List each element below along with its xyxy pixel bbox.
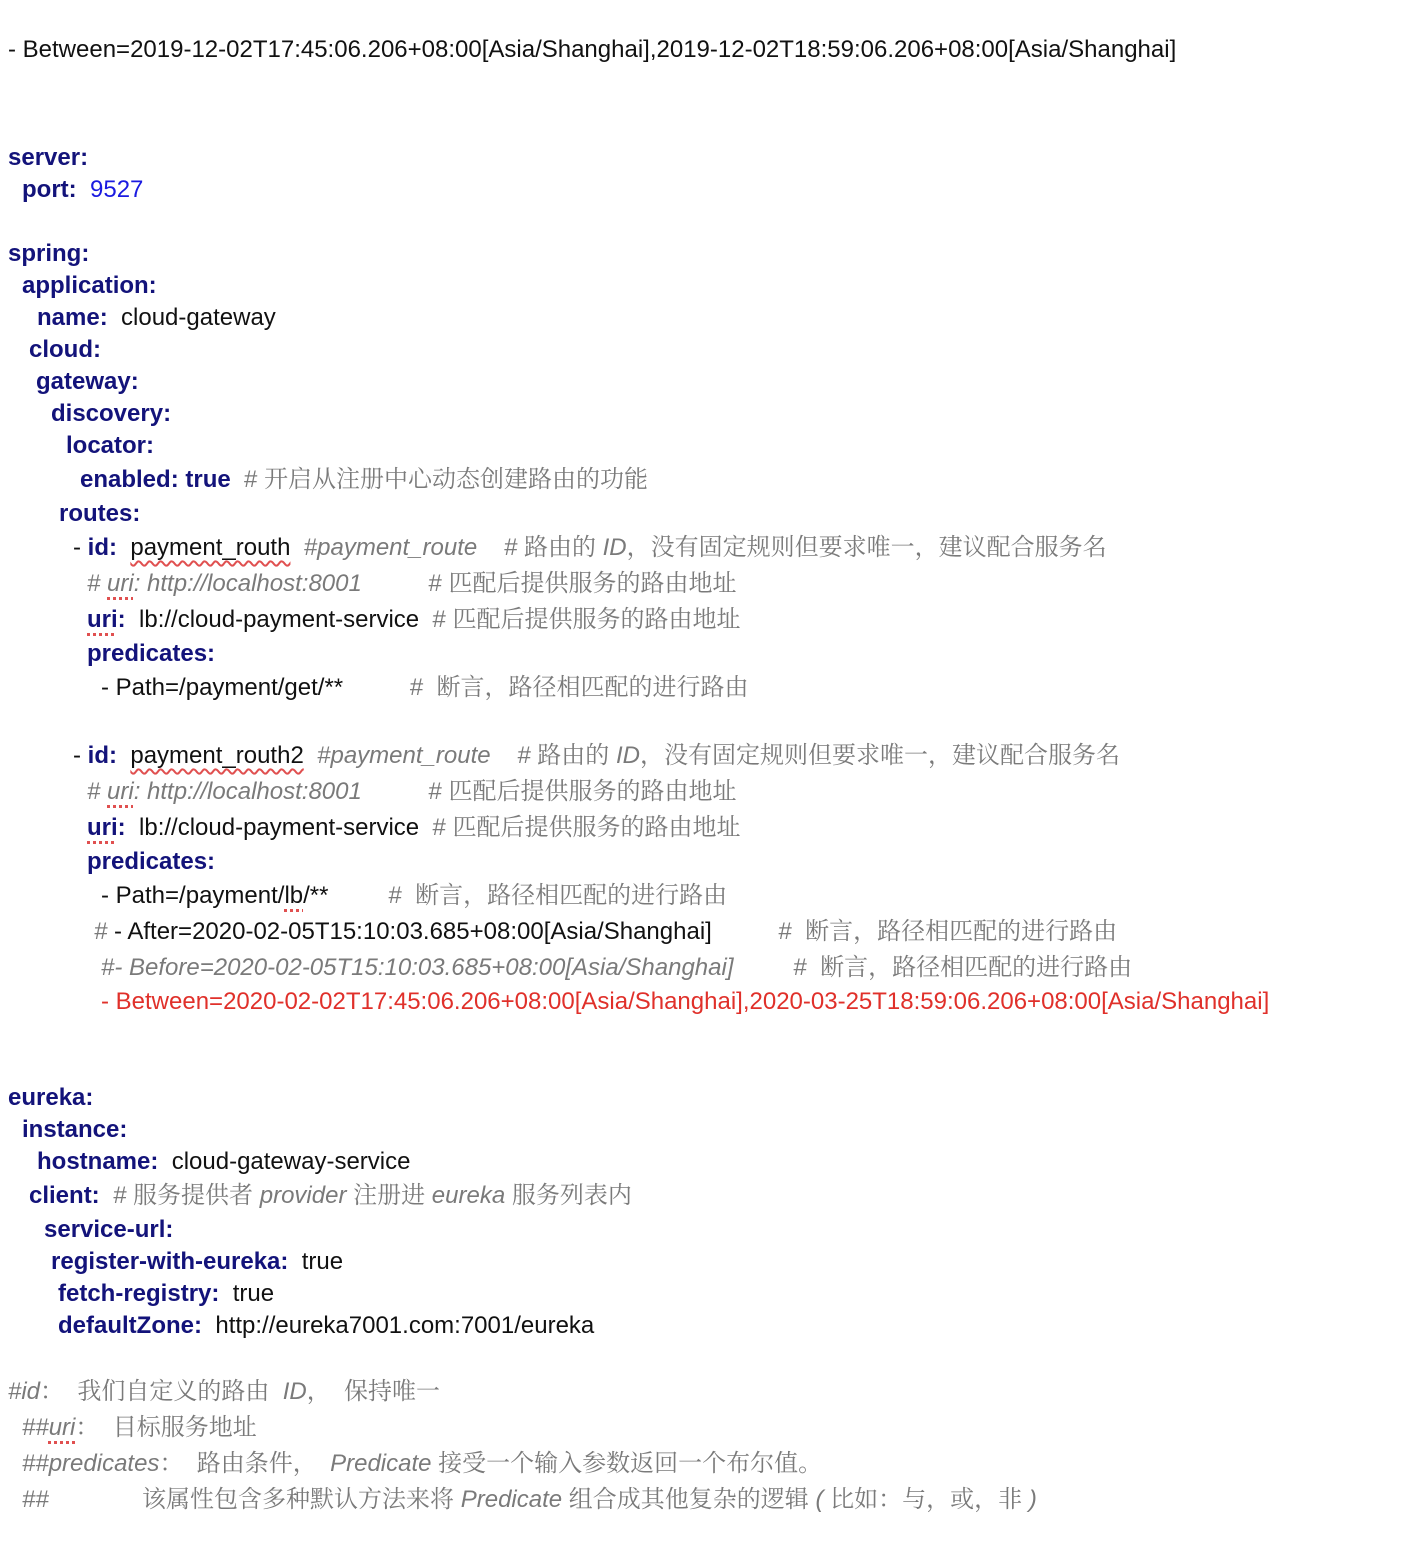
route-1-uri-colon: : <box>117 606 126 633</box>
route-2-id-comment-italic: #payment_route <box>317 742 491 769</box>
client-comment-eureka: eureka <box>431 1182 506 1209</box>
route-2-uri-comment-uri: uri <box>107 778 134 805</box>
enabled-key: enabled: <box>80 466 179 493</box>
note-4-rest: 该属性包含多种默认方法来将 <box>48 1486 461 1513</box>
client-comment-provider: provider <box>259 1182 347 1209</box>
routes-key: routes: <box>59 500 141 527</box>
port-value: 9527 <box>90 176 144 203</box>
note-2-hash: ## <box>22 1414 49 1441</box>
note-1-rest: ： 我们自定义的路由 <box>40 1378 283 1405</box>
client-key: client: <box>29 1182 100 1209</box>
route-1-id-comment-text: 路由的 <box>517 534 603 561</box>
enabled-comment: # 开启从注册中心动态创建路由的功能 <box>244 466 649 493</box>
route-2-id-value: payment_routh2 <box>130 742 304 769</box>
note-3-tail: 接受一个输入参数返回一个布尔值。 <box>431 1450 823 1477</box>
gateway-key: gateway: <box>36 368 139 395</box>
route-1-id-comment-rest: ，没有固定规则但要求唯一，建议配合服务名 <box>626 534 1107 561</box>
name-key: name: <box>37 304 108 331</box>
fetch-key: fetch-registry: <box>58 1280 220 1307</box>
spring-key: spring: <box>8 240 90 267</box>
note-1-italic: #id <box>8 1378 41 1405</box>
cloud-key: cloud: <box>29 336 101 363</box>
service-url-line <box>44 1215 173 1245</box>
route-1-id-key: id: <box>87 534 117 561</box>
note-4-paren-text: 比如：与，或，非 <box>823 1486 1029 1513</box>
route-2-path-lb: lb <box>284 882 304 909</box>
application-key: application: <box>22 272 157 299</box>
route-1-uri-comment-tail: # 匹配后提供服务的路由地址 <box>428 570 737 597</box>
route-1-path-value: - Path=/payment/get/** <box>101 674 344 701</box>
note-4-paren-close: ) <box>1028 1486 1037 1513</box>
default-zone-line <box>58 1311 594 1341</box>
enabled-value: true <box>185 466 231 493</box>
route-1-id-line <box>73 533 1107 563</box>
name-line <box>37 303 276 333</box>
note-line-4 <box>22 1485 1037 1515</box>
route-1-uri-tail: # 匹配后提供服务的路由地址 <box>432 606 741 633</box>
route-2-before-value: #- Before=2020-02-05T15:10:03.685+08:00[Asia/Shanghai] <box>101 954 734 981</box>
note-2-rest: ： 目标服务地址 <box>75 1414 257 1441</box>
route-2-after-hash: # <box>94 918 108 945</box>
route-1-uri-comment-line <box>87 569 737 599</box>
route-2-after-value: - After=2020-02-05T15:10:03.685+08:00[Asia/Shanghai] <box>107 918 712 945</box>
route-2-id-comment-id: ID <box>615 742 640 769</box>
route-2-path-line <box>101 881 727 911</box>
route-2-predicates-key: predicates: <box>87 848 216 875</box>
discovery-key: discovery: <box>51 400 172 427</box>
route-1-uri-comment-uri: uri <box>107 570 134 597</box>
discovery-line <box>51 399 171 429</box>
route-2-id-comment-hash: # <box>517 742 531 769</box>
route-1-predicates-line <box>87 639 215 669</box>
note-3-rest: ： 路由条件， <box>159 1450 331 1477</box>
route-1-uri-comment-rest: : http://localhost:8001 <box>133 570 362 597</box>
route-2-uri-key: uri <box>87 814 118 841</box>
gateway-line <box>36 367 139 397</box>
register-line <box>51 1247 343 1277</box>
note-4-predicate: Predicate <box>460 1486 563 1513</box>
route-2-path-comment: # 断言，路径相匹配的进行路由 <box>388 882 728 909</box>
route-2-id-key: id: <box>87 742 117 769</box>
header-between-line: - Between=2019-12-02T17:45:06.206+08:00[Asia/Shanghai],2019-12-02T18:59:06.206+08:00[Asia/Shanghai] <box>8 36 1177 63</box>
route-2-between-line: - Between=2020-02-02T17:45:06.206+08:00[Asia/Shanghai],2020-03-25T18:59:06.206+08:00[Asia/Shanghai] <box>101 988 1270 1015</box>
route-2-after-comment: # 断言，路径相匹配的进行路由 <box>778 918 1118 945</box>
route-2-uri-line <box>87 813 741 843</box>
hostname-value: cloud-gateway-service <box>171 1148 411 1175</box>
instance-line <box>22 1115 127 1145</box>
locator-key: locator: <box>66 432 155 459</box>
route-2-before-line <box>101 953 1132 983</box>
route-2-before-comment: # 断言，路径相匹配的进行路由 <box>793 954 1133 981</box>
route-2-path-suffix: /** <box>303 882 329 909</box>
route-2-id-comment-rest: ，没有固定规则但要求唯一，建议配合服务名 <box>639 742 1120 769</box>
route-2-uri-value: lb://cloud-payment-service <box>139 814 420 841</box>
route-2-uri-tail: # 匹配后提供服务的路由地址 <box>432 814 741 841</box>
route-2-id-line <box>73 741 1120 771</box>
spring-line <box>8 239 89 269</box>
routes-line <box>59 499 140 529</box>
route-1-uri-key: uri <box>87 606 118 633</box>
route-2-path-prefix: - Path=/payment/ <box>101 882 285 909</box>
route-1-predicates-key: predicates: <box>87 640 216 667</box>
route-2-uri-comment-tail: # 匹配后提供服务的路由地址 <box>428 778 737 805</box>
note-1-id: ID <box>282 1378 307 1405</box>
route-1-id-comment-hash: # <box>503 534 518 561</box>
route-1-id-value: payment_routh <box>130 534 291 561</box>
route-1-id-comment-italic: #payment_route <box>303 534 478 561</box>
note-line-1 <box>8 1377 440 1407</box>
route-2-uri-colon: : <box>117 814 126 841</box>
client-comment-c: 服务列表内 <box>505 1182 632 1209</box>
client-line <box>29 1181 632 1211</box>
locator-line <box>66 431 154 461</box>
note-3-italic: ##predicates <box>22 1450 160 1477</box>
route-2-dash: - <box>73 742 88 769</box>
name-value: cloud-gateway <box>121 304 276 331</box>
route-2-uri-comment-hash: # <box>87 778 108 805</box>
fetch-line <box>58 1279 274 1309</box>
client-comment-a: 服务提供者 <box>126 1182 260 1209</box>
route-1-uri-line <box>87 605 741 635</box>
note-2-uri: uri <box>48 1414 76 1441</box>
route-2-predicates-line <box>87 847 215 877</box>
route-1-uri-value: lb://cloud-payment-service <box>139 606 420 633</box>
server-key: server: <box>8 144 89 171</box>
route-1-path-comment: # 断言，路径相匹配的进行路由 <box>409 674 749 701</box>
note-3-predicate: Predicate <box>330 1450 432 1477</box>
note-line-2 <box>22 1413 257 1443</box>
register-key: register-with-eureka: <box>51 1248 289 1275</box>
note-4-paren-open: ( <box>815 1486 824 1513</box>
server-block <box>8 143 88 173</box>
default-zone-key: defaultZone: <box>58 1312 202 1339</box>
route-1-dash: - <box>73 534 88 561</box>
note-4-hash: ## <box>22 1486 49 1513</box>
eureka-line <box>8 1083 93 1113</box>
application-line <box>22 271 157 301</box>
note-4-mid: 组合成其他复杂的逻辑 <box>562 1486 816 1513</box>
route-2-id-comment-text: 路由的 <box>530 742 616 769</box>
port-line <box>22 175 143 205</box>
instance-key: instance: <box>22 1116 128 1143</box>
client-comment-hash: # <box>113 1182 127 1209</box>
route-1-id-comment-id: ID <box>602 534 627 561</box>
service-url-key: service-url: <box>44 1216 174 1243</box>
route-2-after-line <box>94 917 1117 947</box>
route-2-uri-comment-line <box>87 777 737 807</box>
note-1-tail: ， 保持唯一 <box>306 1378 441 1405</box>
enabled-line <box>80 465 648 495</box>
eureka-key: eureka: <box>8 1084 94 1111</box>
route-1-uri-comment-hash: # <box>87 570 108 597</box>
client-comment-b: 注册进 <box>346 1182 432 1209</box>
cloud-line <box>29 335 101 365</box>
port-key: port: <box>22 176 77 203</box>
register-value: true <box>301 1248 344 1275</box>
hostname-key: hostname: <box>37 1148 159 1175</box>
fetch-value: true <box>232 1280 275 1307</box>
hostname-line <box>37 1147 410 1177</box>
note-line-3 <box>22 1449 822 1479</box>
route-1-path-line <box>101 673 749 703</box>
default-zone-value: http://eureka7001.com:7001/eureka <box>215 1312 595 1339</box>
route-2-uri-comment-rest: : http://localhost:8001 <box>133 778 362 805</box>
